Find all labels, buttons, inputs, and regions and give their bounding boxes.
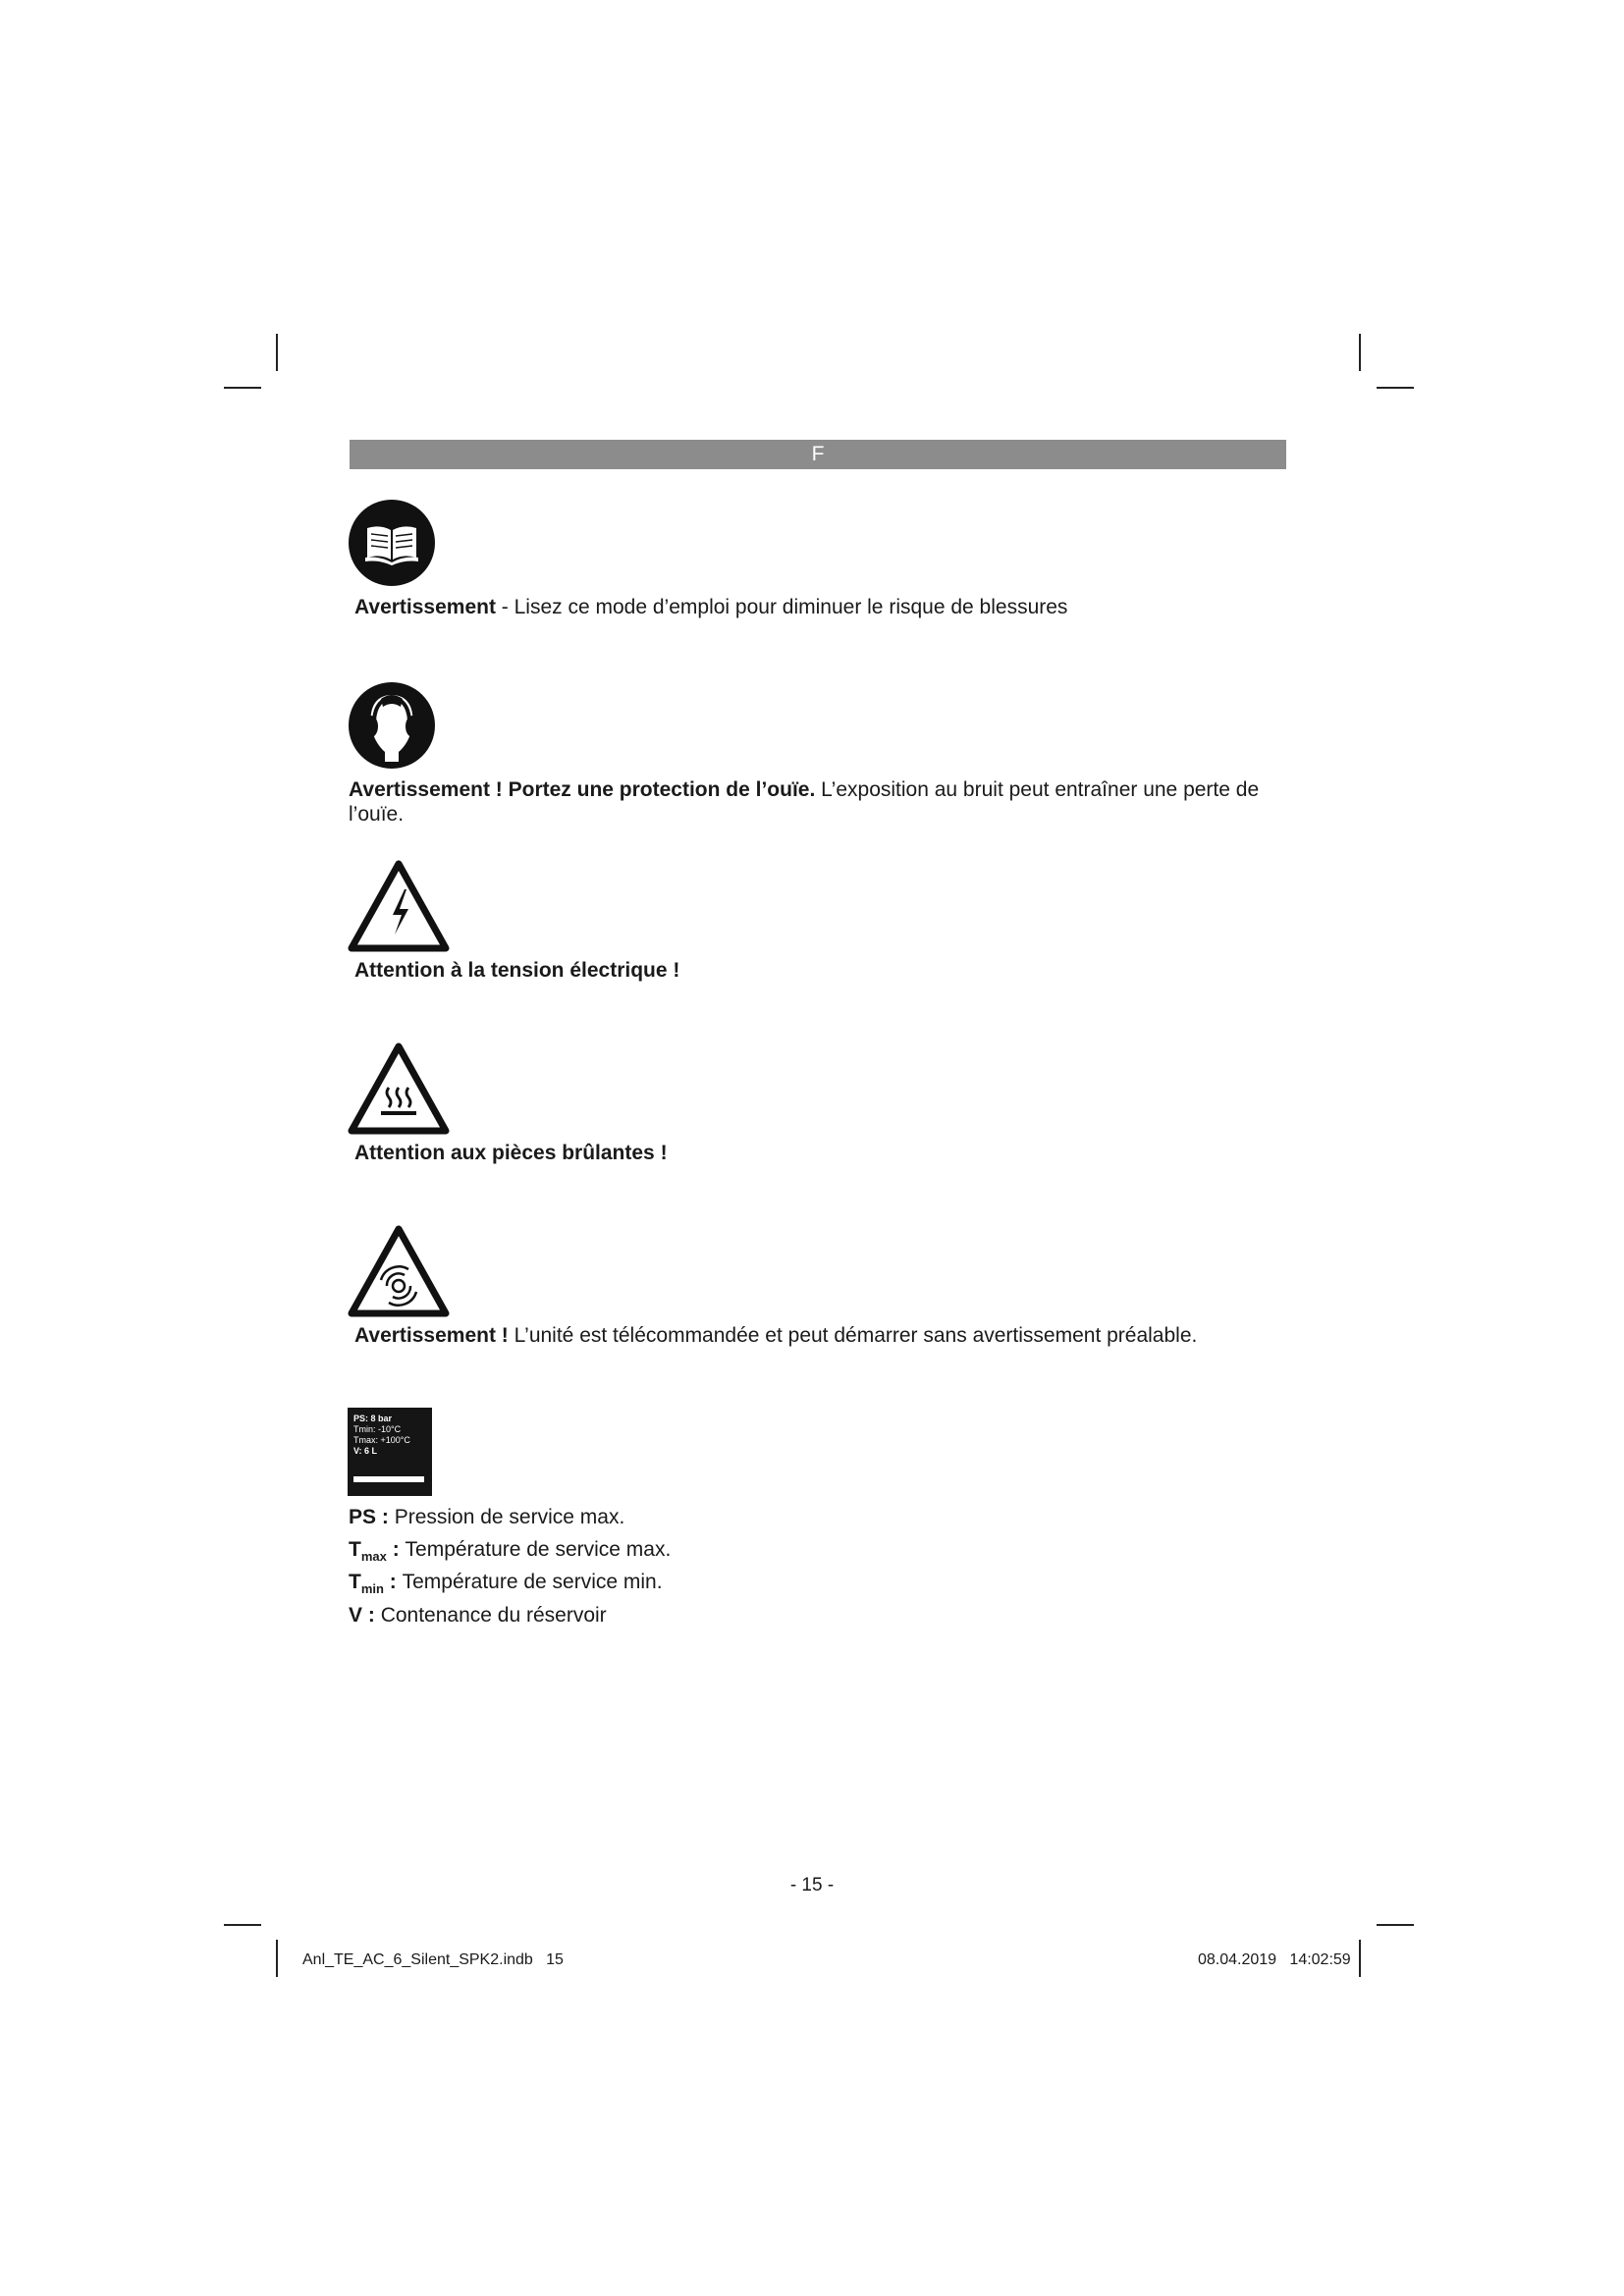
rating-plate-label bbox=[348, 1408, 432, 1496]
warning-caption bbox=[354, 958, 679, 983]
legend-separator: : bbox=[376, 1506, 395, 1528]
rating-tmax: Tmax: +100°C bbox=[353, 1435, 410, 1445]
warning-text: L’unité est télécommandée et peut démarrer sans avertissement préalable. bbox=[508, 1324, 1198, 1347]
automatic-start-warning-icon bbox=[348, 1225, 450, 1317]
crop-mark bbox=[276, 334, 278, 371]
legend-key: T bbox=[349, 1538, 361, 1562]
legend-key-sub: min bbox=[360, 1581, 384, 1597]
warning-bold-text: Avertissement bbox=[354, 596, 496, 618]
legend-separator: : bbox=[383, 1571, 403, 1594]
warning-caption bbox=[354, 1141, 668, 1165]
rating-bar bbox=[353, 1476, 424, 1482]
legend-key: PS bbox=[349, 1506, 377, 1528]
legend-text: Température de service min. bbox=[402, 1571, 663, 1594]
legend-row bbox=[349, 1603, 671, 1635]
ear-protection-icon bbox=[348, 681, 436, 770]
legend-text: Température de service max. bbox=[405, 1538, 672, 1562]
crop-mark bbox=[224, 1924, 261, 1926]
rating-volume: V: 6 L bbox=[353, 1446, 378, 1456]
crop-mark bbox=[1359, 334, 1361, 371]
manual-book-icon bbox=[348, 499, 436, 587]
warning-bold-text: Avertissement ! bbox=[354, 1324, 509, 1347]
legend-separator: : bbox=[386, 1538, 406, 1562]
legend-separator: : bbox=[362, 1603, 381, 1627]
warning-bold-text: Avertissement ! Portez une protection de l’ouïe. bbox=[349, 778, 816, 801]
warning-bold-text: Attention aux pièces brûlantes ! bbox=[354, 1142, 668, 1164]
warning-bold-text: Attention à la tension électrique ! bbox=[354, 959, 680, 982]
section-header-bar bbox=[350, 440, 1286, 469]
warning-caption bbox=[349, 777, 1272, 827]
crop-mark bbox=[276, 1940, 278, 1977]
legend-text: Pression de service max. bbox=[394, 1506, 625, 1528]
legend-key: T bbox=[349, 1571, 361, 1594]
legend-row bbox=[349, 1537, 671, 1570]
symbol-legend bbox=[349, 1505, 671, 1635]
rating-tmin: Tmin: -10°C bbox=[353, 1424, 402, 1434]
footer-file-name: Anl_TE_AC_6_Silent_SPK2.indb 15 bbox=[302, 1951, 564, 1968]
electric-voltage-warning-icon bbox=[348, 860, 450, 952]
legend-key: V bbox=[349, 1603, 363, 1627]
crop-mark bbox=[1359, 1940, 1361, 1977]
warning-caption bbox=[354, 595, 1067, 619]
warning-caption bbox=[354, 1323, 1197, 1348]
legend-text: Contenance du réservoir bbox=[380, 1603, 607, 1627]
legend-key-sub: max bbox=[360, 1549, 387, 1565]
page-number: - 15 - bbox=[789, 1875, 835, 1896]
legend-row bbox=[349, 1505, 671, 1537]
crop-mark bbox=[1377, 1924, 1414, 1926]
crop-mark bbox=[1377, 387, 1414, 389]
warning-text: L’exposition au bruit peut entraîner une perte de l’ouïe. bbox=[349, 778, 1260, 826]
legend-row bbox=[349, 1570, 671, 1602]
warning-text: - Lisez ce mode d’emploi pour diminuer le risque de blessures bbox=[495, 596, 1068, 618]
crop-mark bbox=[224, 387, 261, 389]
section-letter: F bbox=[811, 443, 825, 465]
rating-ps: PS: 8 bar bbox=[353, 1414, 393, 1423]
footer-timestamp: 08.04.2019 14:02:59 bbox=[1198, 1951, 1351, 1968]
hot-surface-warning-icon bbox=[348, 1042, 450, 1135]
